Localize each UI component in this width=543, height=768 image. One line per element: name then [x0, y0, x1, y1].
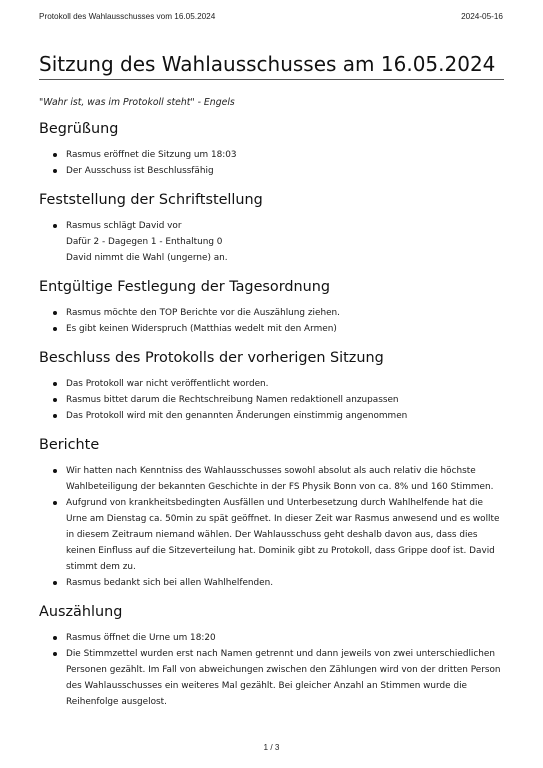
section-heading-auszaehlung: Auszählung — [39, 604, 123, 620]
list-item: Rasmus möchte den TOP Berichte vor die Auszählung ziehen. — [66, 305, 504, 321]
section-heading-tagesordnung: Entgültige Festlegung der Tagesordnung — [39, 279, 331, 295]
document-title: Sitzung des Wahlausschusses am 16.05.2024 — [39, 50, 504, 80]
page-number: 1 / 3 — [263, 743, 280, 752]
list-item-line: David nimmt die Wahl (ungerne) an. — [66, 253, 228, 263]
list-item: Rasmus bittet darum die Rechtschreibung Namen redaktionell anzupassen — [66, 392, 504, 408]
section-list-berichte — [39, 463, 504, 591]
list-item: Wir hatten nach Kenntniss des Wahlausschusses sowohl absolut als auch relativ die höchste Wahlbeteiligung der bekannten Geschichte in der FS Physik Bonn von ca. 8% und 160 Stimmen. — [66, 463, 504, 495]
list-item: Rasmus bedankt sich bei allen Wahlhelfenden. — [66, 575, 504, 591]
list-item — [66, 218, 504, 266]
list-item: Es gibt keinen Widerspruch (Matthias wedelt mit den Armen) — [66, 321, 504, 337]
section-list-auszaehlung — [39, 630, 504, 710]
list-item: Das Protokoll war nicht veröffentlicht worden. — [66, 376, 504, 392]
list-item: Aufgrund von krankheitsbedingten Ausfällen und Unterbesetzung durch Wahlhelfende hat die Urne am Dienstag ca. 50min zu spät geöffnet. In dieser Zeit war Rasmus anwesend und es wollte in diesem Zeitraum niemand wählen. Der Wahlausschuss geht deshalb davon aus, dass dies keinen Einfluss auf die Sitzeverteilung hat. Dominik gibt zu Protokoll, dass Grippe doof ist. David stimmt dem zu. — [66, 495, 504, 575]
section-list-protokoll — [39, 376, 504, 424]
header-title: Protokoll des Wahlausschusses vom 16.05.2024 — [39, 12, 216, 21]
document-quote: "Wahr ist, was im Protokoll steht" - Engels — [39, 97, 235, 108]
section-heading-berichte: Berichte — [39, 437, 100, 453]
section-list-schriftstellung — [39, 218, 504, 266]
list-item: Die Stimmzettel wurden erst nach Namen getrennt und dann jeweils von zwei unterschiedlichen Personen gezählt. Im Fall von abweichungen zwischen den Zählungen wird von der dritten Person des Wahlausschusses ein weiteres Mal gezählt. Bei gleicher Anzahl an Stimmen wurde die Reihenfolge ausgelost. — [66, 646, 504, 710]
list-item: Rasmus eröffnet die Sitzung um 18:03 — [66, 147, 504, 163]
page-header — [39, 12, 503, 21]
section-list-begruessung — [39, 147, 504, 179]
list-item: Der Ausschuss ist Beschlussfähig — [66, 163, 504, 179]
list-item-line: Rasmus schlägt David vor — [66, 221, 182, 231]
section-heading-protokoll: Beschluss des Protokolls der vorherigen Sitzung — [39, 350, 384, 366]
section-heading-schriftstellung: Feststellung der Schriftstellung — [39, 192, 263, 208]
list-item: Rasmus öffnet die Urne um 18:20 — [66, 630, 504, 646]
section-list-tagesordnung — [39, 305, 504, 337]
header-date: 2024-05-16 — [461, 12, 503, 21]
section-heading-begruessung: Begrüßung — [39, 121, 119, 137]
list-item: Das Protokoll wird mit den genannten Änderungen einstimmig angenommen — [66, 408, 504, 424]
list-item-line: Dafür 2 - Dagegen 1 - Enthaltung 0 — [66, 237, 223, 247]
document-body — [39, 50, 504, 710]
